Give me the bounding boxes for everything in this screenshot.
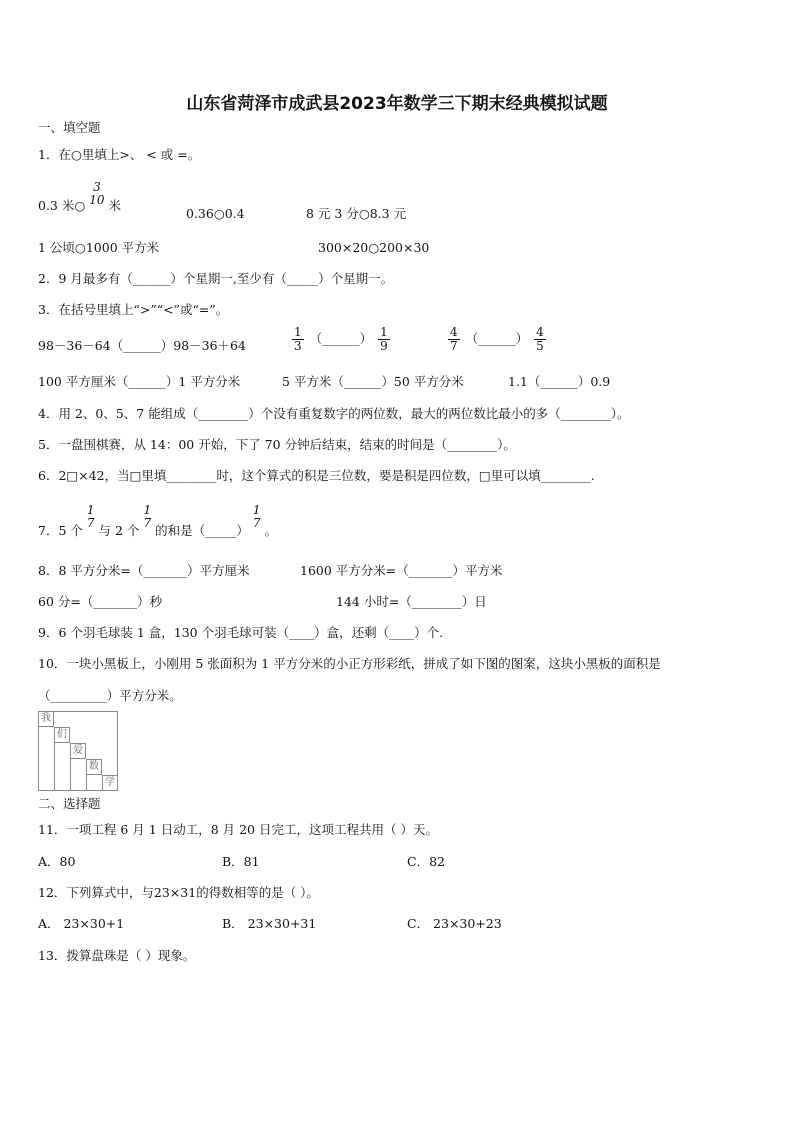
- q11-option-a: A．80: [38, 854, 76, 869]
- q1-a-fraction: [87, 181, 106, 207]
- q10-cell-1: 我: [38, 711, 54, 727]
- q7-fraction-1: [85, 504, 97, 530]
- q1-stem: 1．在○里填上>、 < 或 =。: [38, 147, 201, 162]
- q3-stem: 3．在括号里填上“>”“<”或“=”。: [38, 302, 229, 317]
- q6: 6．2□×42，当□里填________时，这个算式的积是三位数，要是积是四位数，□里可以填________.: [38, 468, 595, 483]
- q7-f1-den: 7: [86, 516, 95, 530]
- q3-item-c: [446, 326, 548, 353]
- q1-item-e: 300×20○200×30: [318, 240, 430, 255]
- q3-c-fraction-1: [448, 326, 460, 353]
- q1-a-den: 10: [89, 193, 105, 207]
- q12-option-b: B． 23×30+31: [222, 916, 317, 931]
- q13: 13．拨算盘珠是（ ）现象。: [38, 948, 196, 963]
- q3-c-den2: 5: [536, 339, 544, 353]
- q3-item-e: 5 平方米（______）50 平方分米: [282, 374, 464, 389]
- q3-c-blank: （______）: [465, 331, 529, 346]
- q10-line-1: 10．一块小黑板上，小刚用 5 张面积为 1 平方分米的小正方形彩纸，拼成了如下图的图案，这块小黑板的面积是: [38, 656, 661, 671]
- q1-item-d: 1 公顷○1000 平方米: [38, 240, 160, 255]
- q11-option-b: B．81: [222, 854, 260, 869]
- q8-item-a: 8．8 平方分米=（_______）平方厘米: [38, 563, 250, 578]
- q3-c-num2: 4: [536, 325, 544, 339]
- q1-a-num: 3: [93, 180, 101, 194]
- q4: 4．用 2、0、5、7 能组成（________）个没有重复数字的两位数，最大的两位数比最小的多（________）。: [38, 406, 630, 421]
- q7-part-3: 的和是（_____）: [155, 523, 249, 538]
- q1-a-left: 0.3 米○: [38, 198, 86, 213]
- q1-item-a: [38, 181, 121, 219]
- q7-f3-den: 7: [252, 516, 261, 530]
- q2: 2．9 月最多有（______）个星期一,至少有（_____）个星期一。: [38, 271, 394, 286]
- q1-item-c: 8 元 3 分○8.3 元: [306, 206, 407, 221]
- q7-fraction-2: [141, 504, 153, 530]
- q3-b-den2: 9: [380, 339, 388, 353]
- q7-f3-num: 1: [252, 503, 261, 517]
- q3-b-fraction-1: [292, 326, 304, 353]
- q3-c-fraction-2: [534, 326, 546, 353]
- q1-item-b: 0.36○0.4: [186, 206, 245, 221]
- q12-option-a: A． 23×30+1: [38, 916, 125, 931]
- q7-part-1: 7．5 个: [38, 523, 83, 538]
- q8-item-d: 144 小时=（________）日: [336, 594, 487, 609]
- q10-figure: [38, 711, 118, 791]
- section-fill-heading: 一、填空题: [38, 120, 101, 135]
- q3-item-f: 1.1（______）0.9: [508, 374, 611, 389]
- q7: [38, 504, 277, 549]
- q10-cell-4: 数: [86, 759, 102, 775]
- q3-c-num1: 4: [450, 325, 458, 339]
- q10-cell-3: 爱: [70, 743, 86, 759]
- q3-b-num2: 1: [380, 325, 388, 339]
- q7-f2-num: 1: [143, 503, 152, 517]
- q8-item-b: 1600 平方分米=（_______）平方米: [300, 563, 503, 578]
- q3-item-a: 98－36－64（______）98－36＋64: [38, 338, 246, 353]
- q5: 5．一盘围棋赛，从 14：00 开始，下了 70 分钟后结束，结束的时间是（________）。: [38, 437, 516, 452]
- q11-option-c: C．82: [407, 854, 445, 869]
- q7-part-2: 与 2 个: [98, 523, 140, 538]
- section-choice-heading: 二、选择题: [38, 796, 101, 811]
- q8-item-c: 60 分=（_______）秒: [38, 594, 163, 609]
- q3-c-den1: 7: [450, 339, 458, 353]
- q1-a-right: 米: [108, 198, 122, 213]
- q3-b-den1: 3: [294, 339, 302, 353]
- q7-part-4: 。: [264, 523, 277, 538]
- q12-option-c: C． 23×30+23: [407, 916, 502, 931]
- q3-item-d: 100 平方厘米（______）1 平方分米: [38, 374, 241, 389]
- page-title: 山东省菏泽市成武县2023年数学三下期末经典模拟试题: [186, 94, 608, 114]
- q10-cell-5: 学: [102, 775, 118, 791]
- q3-b-blank: （______）: [309, 331, 373, 346]
- q7-f1-num: 1: [86, 503, 95, 517]
- q11-stem: 11．一项工程 6 月 1 日动工，8 月 20 日完工，这项工程共用（ ）天。: [38, 822, 438, 837]
- q7-fraction-3: [251, 504, 263, 530]
- q3-b-num1: 1: [294, 325, 302, 339]
- q10-cell-2: 们: [54, 727, 70, 743]
- q3-item-b: [290, 326, 392, 353]
- q3-b-fraction-2: [378, 326, 390, 353]
- q7-f2-den: 7: [143, 516, 152, 530]
- q9: 9．6 个羽毛球装 1 盒，130 个羽毛球可装（____）盒，还剩（____）个.: [38, 625, 444, 640]
- q10-line-2: （_________）平方分米。: [38, 688, 182, 703]
- q12-stem: 12．下列算式中，与23×31的得数相等的是（ ）。: [38, 885, 319, 900]
